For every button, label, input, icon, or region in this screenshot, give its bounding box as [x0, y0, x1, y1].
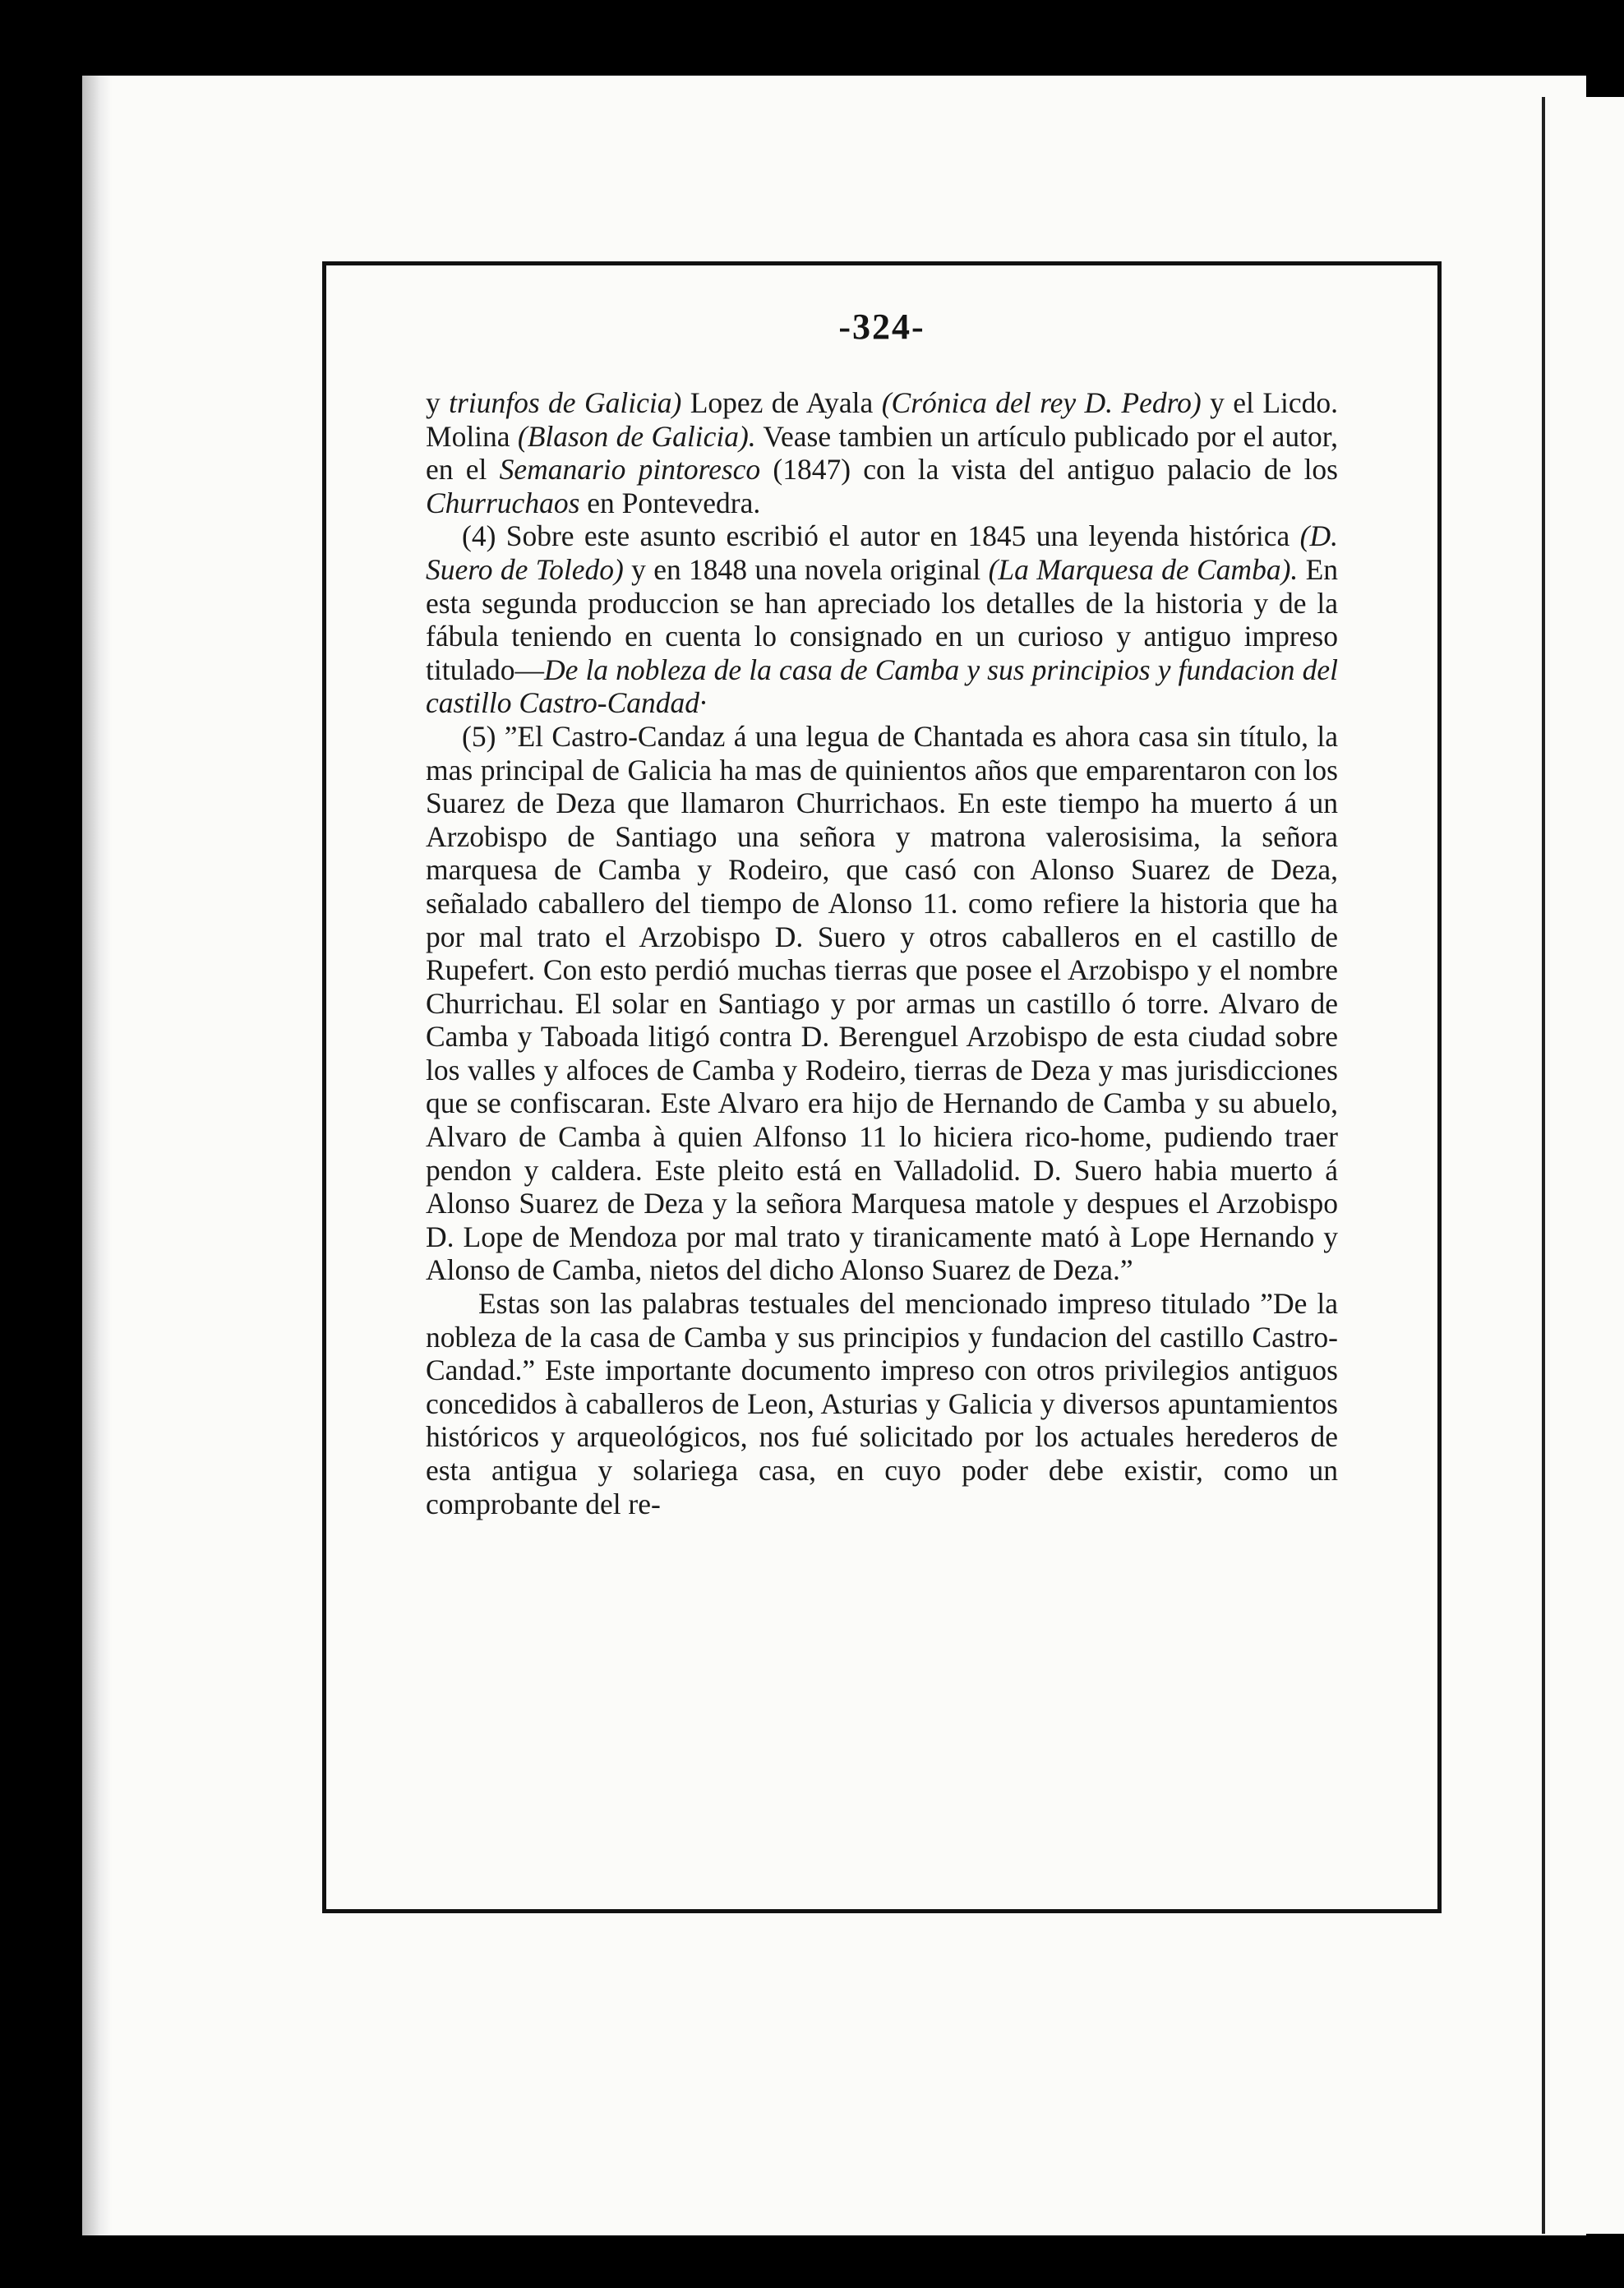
paragraph-closing [426, 1287, 1338, 1520]
text-run: y el Licdo. Molina [426, 386, 1338, 453]
page-number: -324- [838, 307, 925, 347]
footnote-5 [426, 720, 1338, 1287]
italic-text-run: (Crónica del rey D. Pedro) [881, 386, 1202, 419]
footnote-4 [426, 519, 1338, 720]
paragraph-continuation [426, 386, 1338, 519]
italic-text-run: Churruchaos [426, 486, 580, 519]
text-run: Estas son las palabras testuales del mencionado impreso titulado ”De la nobleza de la casa de Camba y sus principios y fundacion del castillo Castro-Candad.” Este importante documento impreso con otros privilegios antiguos concedidos à caballeros de Leon, Asturias y Galicia y diversos apuntamientos históricos y arqueológicos, nos fué solicitado por los actuales herederos de esta antigua y solariega casa, en cuyo poder debe existir, como un comprobante del re- [426, 1287, 1338, 1520]
text-run: En esta segunda produccion se han apreciado los detalles de la historia y de la fábula teniendo en cuenta lo consignado en un curioso y antiguo impreso titulado— [426, 552, 1339, 686]
text-run: y [426, 386, 450, 419]
text-run: (5) ”El Castro-Candaz á una legua de Chantada es ahora casa sin título, la mas principal de Galicia ha mas de quinientos años que emparentaron con los Suarez de Deza que llamaron Churrichaos. En este tiempo ha muerto á un Arzobispo de Santiago una señora y matrona valerosisima, la señora marquesa de Camba y Rodeiro, que casó con Alonso Suarez de Deza, señalado caballero del tiempo de Alonso 11. como refiere la historia que ha por mal trato el Arzobispo D. Suero y otros caballeros en el castillo de Rupefert. Con esto perdió muchas tierras que posee el Arzobispo y el nombre Churrichau. El solar en Santiago y por armas un castillo ó torre. Alvaro de Camba y Taboada litigó contra D. Berenguel Arzobispo de esta ciudad sobre los valles y alfoces de Camba y Rodeiro, tierras de Deza y mas jurisdicciones que se confiscaran. Este Alvaro era hijo de Hernando de Camba y su abuelo, Alvaro de Camba à quien Alfonso 11 lo hiciera rico-home, pudiendo traer pendon y caldera. Este pleito está en Valladolid. D. Suero habia muerto á Alonso Suarez de Deza y la señora Marquesa matole y despues el Arzobispo D. Lope de Mendoza por mal trato y tiranicamente mató à Lope Hernando y Alonso de Camba, nietos del dicho Alonso Suarez de Deza.” [426, 719, 1338, 1287]
text-run: Lopez de Ayala [681, 386, 882, 419]
text-run: (1847) con la vista del antiguo palacio de los [760, 453, 1338, 487]
text-run: en Pontevedra. [579, 486, 761, 519]
italic-text-run: De la nobleza de la casa de Camba y sus principios y fundacion del castillo Castro-Candad· [426, 653, 1338, 720]
text-run: y en 1848 una novela original [623, 552, 989, 586]
adjacent-page-edge [1542, 97, 1624, 2234]
text-run: Vease tambien un artículo publicado por el autor, en el [426, 419, 1338, 487]
italic-text-run: Semanario pintoresco [499, 453, 761, 487]
italic-text-run: (Blason de Galicia). [517, 419, 756, 453]
italic-text-run: (D. Suero de Toledo) [426, 519, 1338, 586]
italic-text-run: triunfos de Galicia) [449, 386, 682, 419]
page-binding-shadow [82, 76, 112, 2235]
italic-text-run: (La Marquesa de Camba). [988, 552, 1299, 586]
text-run: (4) Sobre este asunto escribió el autor en 1845 una leyenda histórica [462, 519, 1300, 553]
page-text [426, 386, 1338, 1520]
